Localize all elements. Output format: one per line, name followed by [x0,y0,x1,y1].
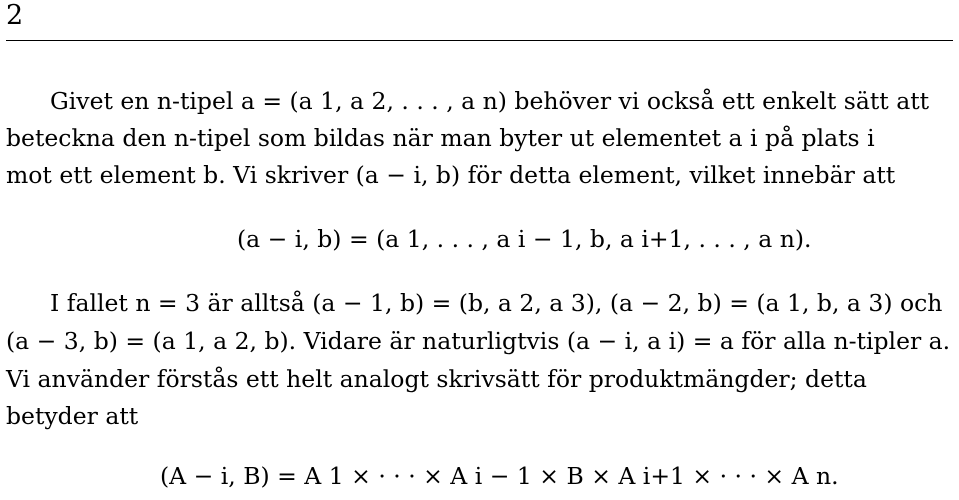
paragraph-line-4 [50,289,943,317]
header-rule [6,40,953,41]
line-2-text: beteckna den n-tipel som bildas när man byter ut elementet a i på plats i [6,124,875,152]
paragraph-line-7 [6,402,139,430]
equation-2-text: (A − i, B) = A 1 × · · · × A i − 1 × B × A i+1 × · · · × A n. [160,462,839,490]
paragraph-line-5 [6,327,951,355]
line-1-text: Givet en n-tipel a = (a 1, a 2, . . . , a n) behöver vi också ett enkelt sätt att [50,87,930,115]
paragraph-line-6 [6,365,867,393]
display-equation-1 [237,225,812,253]
line-5-text: (a − 3, b) = (a 1, a 2, b). Vidare är naturligtvis (a − i, a i) = a för alla n-tipler a. [6,327,951,355]
line-4-text: I fallet n = 3 är alltså (a − 1, b) = (b, a 2, a 3), (a − 2, b) = (a 1, b, a 3) och [50,289,943,317]
paragraph-line-3 [6,161,896,189]
line-7-text: betyder att [6,402,139,430]
paragraph-line-1 [50,87,930,115]
page-number: 2 [6,0,24,31]
display-equation-2 [160,462,839,490]
line-3-text: mot ett element b. Vi skriver (a − i, b) för detta element, vilket innebär att [6,161,896,189]
line-6-text: Vi använder förstås ett helt analogt skrivsätt för produktmängder; detta [6,365,867,393]
equation-1-text: (a − i, b) = (a 1, . . . , a i − 1, b, a i+1, . . . , a n). [237,225,812,253]
paragraph-line-2 [6,124,875,152]
